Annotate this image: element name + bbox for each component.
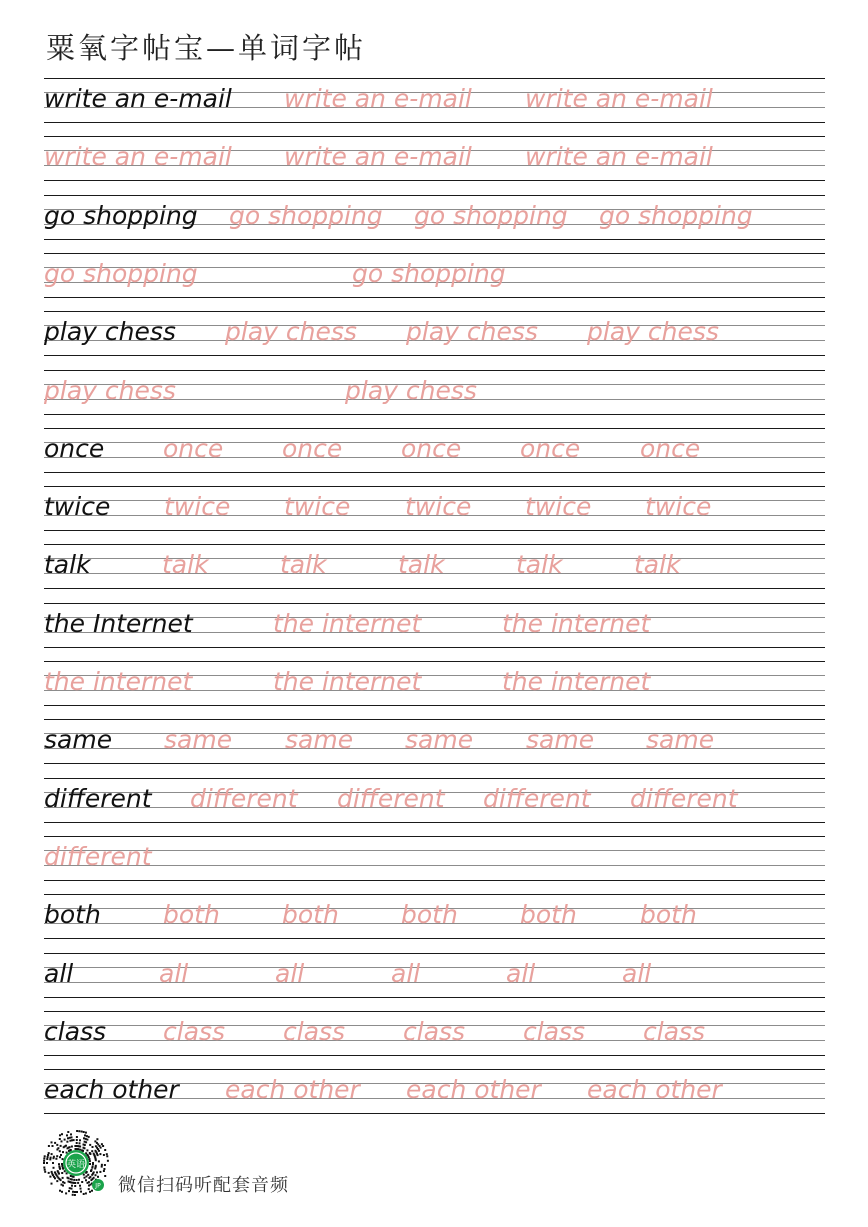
trace-word: class <box>643 1016 706 1046</box>
practice-row <box>44 195 825 247</box>
trace-word: different <box>337 783 445 813</box>
trace-word: go shopping <box>229 200 383 230</box>
trace-word: play chess <box>44 375 176 405</box>
trace-word: go shopping <box>414 200 568 230</box>
guide-line <box>44 850 825 851</box>
qr-badge-label: 英语 <box>66 1160 86 1170</box>
practice-row <box>44 894 825 946</box>
trace-word: the internet <box>44 667 193 696</box>
guide-line <box>44 530 825 531</box>
guide-line <box>44 719 825 720</box>
trace-word: the internet <box>502 667 651 696</box>
trace-word: write an e-mail <box>44 142 232 172</box>
guide-line <box>44 1011 825 1012</box>
guide-line <box>44 297 825 298</box>
trace-word: class <box>523 1016 586 1046</box>
practice-row <box>44 603 825 655</box>
qr-corner-label: JP <box>95 1182 101 1190</box>
trace-word: all <box>506 958 536 988</box>
trace-word: same <box>646 725 715 755</box>
guide-line <box>44 1113 825 1114</box>
trace-word: all <box>391 958 421 988</box>
model-word: same <box>44 725 113 755</box>
guide-line <box>44 311 825 312</box>
model-word: the Internet <box>44 608 193 638</box>
guide-line <box>44 1055 825 1056</box>
practice-row <box>44 370 825 422</box>
guide-line <box>44 544 825 545</box>
guide-line <box>44 763 825 764</box>
guide-line <box>44 603 825 604</box>
trace-word: both <box>401 900 458 930</box>
trace-word: once <box>640 433 701 463</box>
trace-word: play chess <box>225 317 357 347</box>
trace-word: both <box>640 900 697 930</box>
guide-line <box>44 253 825 254</box>
trace-word: once <box>401 433 462 463</box>
trace-word: class <box>283 1016 346 1046</box>
guide-line <box>44 894 825 895</box>
guide-line <box>44 428 825 429</box>
guide-line <box>44 136 825 137</box>
trace-word: write an e-mail <box>284 142 472 172</box>
guide-line <box>44 1069 825 1070</box>
guide-line <box>44 705 825 706</box>
trace-word: twice <box>164 492 231 522</box>
guide-line <box>44 822 825 823</box>
trace-word: different <box>44 841 152 871</box>
trace-word: different <box>190 783 298 813</box>
practice-row <box>44 661 825 713</box>
trace-word: both <box>520 900 577 930</box>
practice-rows <box>44 0 825 1227</box>
trace-word: write an e-mail <box>525 142 713 172</box>
trace-word: go shopping <box>599 200 753 230</box>
practice-row <box>44 953 825 1005</box>
model-word: once <box>44 433 105 463</box>
practice-row <box>44 719 825 771</box>
guide-line <box>44 486 825 487</box>
trace-word: both <box>163 900 220 930</box>
trace-word: different <box>483 783 591 813</box>
practice-row <box>44 1011 825 1063</box>
qr-code-icon[interactable] <box>40 1127 112 1199</box>
trace-word: different <box>630 783 738 813</box>
model-word: different <box>44 783 152 813</box>
model-word: twice <box>44 492 111 522</box>
trace-word: all <box>275 958 305 988</box>
trace-word: the internet <box>273 667 422 696</box>
trace-word: each other <box>225 1075 360 1105</box>
footer-text: 微信扫码听配套音频 <box>118 1175 289 1196</box>
practice-row <box>44 428 825 480</box>
practice-row <box>44 78 825 130</box>
trace-word: class <box>163 1016 226 1046</box>
practice-row <box>44 311 825 363</box>
model-word: all <box>44 958 74 988</box>
guide-line <box>44 195 825 196</box>
guide-line <box>44 370 825 371</box>
trace-word: once <box>282 433 343 463</box>
model-word: talk <box>44 550 91 580</box>
guide-line <box>44 414 825 415</box>
model-word: write an e-mail <box>44 84 232 113</box>
trace-word: write an e-mail <box>284 84 472 113</box>
guide-line <box>44 880 825 881</box>
trace-word: class <box>403 1016 466 1046</box>
trace-word: talk <box>280 550 327 580</box>
trace-word: twice <box>405 492 472 522</box>
model-word: both <box>44 900 101 930</box>
trace-word: once <box>163 433 224 463</box>
trace-word: talk <box>398 550 445 580</box>
page-title: 粟氧字帖宝—单词字帖 <box>46 31 367 65</box>
trace-word: the internet <box>502 608 651 638</box>
guide-line <box>44 865 825 866</box>
footer <box>40 1125 370 1205</box>
trace-word: all <box>159 958 189 988</box>
practice-row <box>44 136 825 188</box>
trace-word: play chess <box>345 375 477 405</box>
practice-row <box>44 253 825 305</box>
trace-word: each other <box>587 1075 722 1105</box>
trace-word: all <box>622 958 652 988</box>
trace-word: twice <box>525 492 592 522</box>
practice-row <box>44 486 825 538</box>
trace-word: once <box>520 433 581 463</box>
guide-line <box>44 997 825 998</box>
trace-word: go shopping <box>44 258 198 288</box>
trace-word: both <box>282 900 339 930</box>
trace-word: go shopping <box>352 258 506 288</box>
guide-line <box>44 122 825 123</box>
trace-word: talk <box>516 550 563 580</box>
trace-word: play chess <box>587 317 719 347</box>
guide-line <box>44 180 825 181</box>
guide-line <box>44 78 825 79</box>
guide-line <box>44 778 825 779</box>
model-word: play chess <box>44 317 176 347</box>
trace-word: same <box>164 725 233 755</box>
guide-line <box>44 355 825 356</box>
practice-row <box>44 778 825 830</box>
guide-line <box>44 239 825 240</box>
guide-line <box>44 836 825 837</box>
trace-word: twice <box>645 492 712 522</box>
practice-row <box>44 544 825 596</box>
trace-word: talk <box>634 550 681 580</box>
model-word: each other <box>44 1075 179 1105</box>
guide-line <box>44 661 825 662</box>
guide-line <box>44 588 825 589</box>
guide-line <box>44 647 825 648</box>
trace-word: play chess <box>406 317 538 347</box>
trace-word: same <box>526 725 595 755</box>
guide-line <box>44 953 825 954</box>
trace-word: talk <box>162 550 209 580</box>
trace-word: each other <box>406 1075 541 1105</box>
guide-line <box>44 938 825 939</box>
trace-word: the internet <box>273 608 422 638</box>
guide-line <box>44 472 825 473</box>
practice-row <box>44 836 825 888</box>
trace-word: same <box>405 725 474 755</box>
model-word: class <box>44 1016 107 1046</box>
trace-word: write an e-mail <box>525 84 713 113</box>
trace-word: same <box>285 725 354 755</box>
trace-word: twice <box>284 492 351 522</box>
model-word: go shopping <box>44 200 198 230</box>
